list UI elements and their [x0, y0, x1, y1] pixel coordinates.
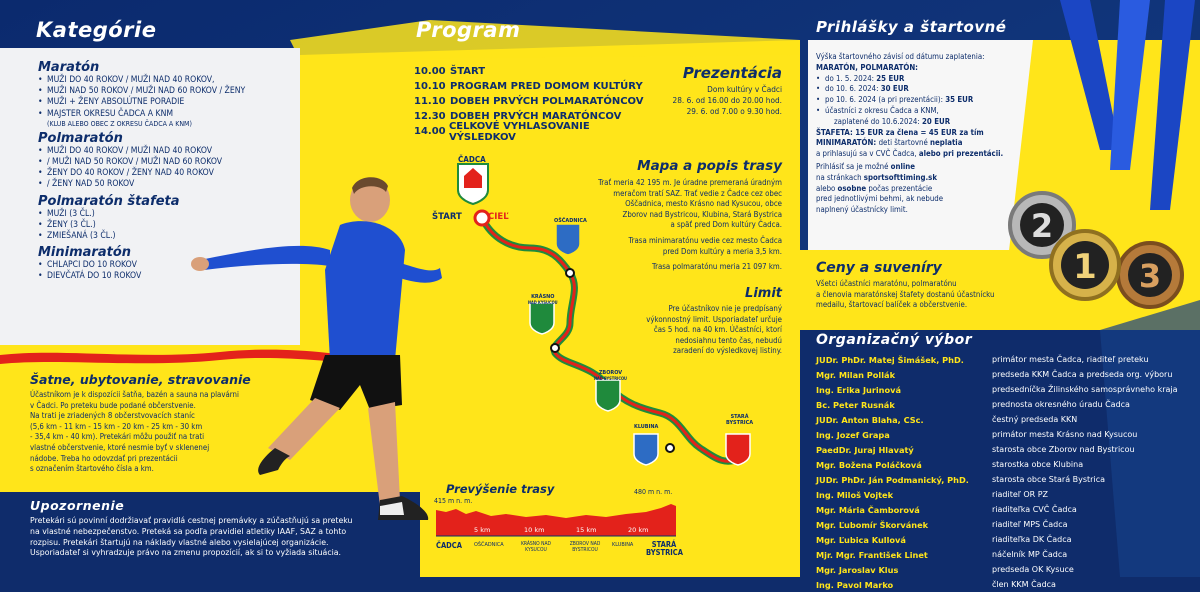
member-name: Ing. Pavol Marko: [816, 579, 894, 590]
committee-row: [816, 412, 1196, 427]
runner-illustration: [190, 170, 450, 550]
price-value: 30 EUR: [880, 84, 909, 94]
member-role: riaditeľ MPS Čadca: [992, 520, 1068, 529]
town-zborov: [594, 370, 627, 382]
text-line: výkonnostný limit. Usporiadateľ určuje: [646, 314, 782, 324]
member-role: riaditeľka DK Čadca: [992, 535, 1072, 544]
member-role: riaditeľka CVČ Čadca: [992, 505, 1077, 514]
committee-row: [816, 502, 1196, 517]
program-label: PROGRAM PRED DOMOM KULTÚRY: [450, 81, 643, 92]
place-label: ČADCA: [436, 541, 462, 550]
town-klubina: KLUBINA: [634, 424, 659, 430]
price-item: [816, 84, 1031, 95]
text-line: na vlastné nebezpečenstvo. Preteká sa podľa pravidiel atletiky IAAF, SAZ a tohto: [30, 526, 347, 536]
vybor-title: Organizačný výbor: [816, 332, 973, 348]
price-value: 35 EUR: [945, 95, 974, 105]
town-sub: BYSTRICA: [726, 420, 754, 426]
program-time: 12.30: [414, 111, 446, 122]
committee-row: [816, 352, 1196, 367]
list-item: • MUŽI (3 ČL.): [38, 209, 298, 220]
committee-row: [816, 532, 1196, 547]
online-line-2: [816, 173, 1031, 184]
limit-text: [610, 304, 782, 357]
text-line: vlastné občerstvenie, ktoré nesmie byť v sklenenej: [30, 442, 210, 452]
website-link[interactable]: sportsofttiming.sk: [863, 172, 937, 182]
member-role: starosta obce Stará Bystrica: [992, 475, 1105, 484]
text-line: Účastníkom je k dispozícii šatňa, bazén a sauna na plavárni: [30, 390, 239, 399]
text-line: v Čadci. Po preteku bude podané občerstvenie.: [30, 400, 196, 410]
member-name: Mgr. Milan Pollák: [816, 369, 896, 380]
committee-row: [816, 472, 1196, 487]
committee-row: [816, 397, 1196, 412]
minimaraton-heading: Minimaratón: [38, 245, 132, 261]
committee-row: [816, 427, 1196, 442]
program-row: [414, 64, 654, 79]
list-item: • ŽENY (3 ČL.): [38, 220, 298, 231]
online-bold: online: [890, 161, 916, 171]
committee-row: [816, 487, 1196, 502]
place-label: KRÁSNO NAD KYSUCOU: [520, 541, 552, 553]
prevysenie-title: Prevýšenie trasy: [446, 482, 555, 496]
elevation-places: [436, 541, 686, 561]
medal-bronze-icon: [1118, 243, 1182, 307]
text-line: 28. 6. od 16.00 do 20.00 hod.: [672, 95, 782, 105]
text-line: Pretekári sú povinní dodržiavať pravidlá cestnej premávky a zúčastňujú sa preteku: [30, 516, 353, 525]
committee-row: [816, 382, 1196, 397]
town-name: ZBOROV: [598, 370, 623, 376]
prezentacia-title: Prezentácia: [682, 64, 782, 82]
okres-text: zaplatené do 10.6.2024:: [834, 116, 922, 126]
place-label: KLUBINA: [612, 542, 634, 548]
online-text: alebo: [816, 183, 838, 193]
place-label: OŠČADNICA: [474, 542, 504, 548]
member-name: Mgr. Jaroslav Klus: [816, 564, 899, 575]
price-item: [816, 95, 1031, 106]
committee-row: [816, 442, 1196, 457]
program-label: DOBEH PRVÝCH POLMARATÓNCOV: [450, 96, 644, 107]
member-name: Mgr. Mária Čamborová: [816, 504, 920, 515]
medal-number: 3: [1138, 257, 1162, 295]
town-sub: NAD BYSTRICOU: [594, 376, 627, 381]
member-role: riaditeľ OR PZ: [992, 490, 1049, 499]
price-list: [816, 74, 1031, 117]
text-line: Dom kultúry v Čadci: [707, 84, 782, 94]
prezentacia-section: [640, 64, 782, 117]
committee-row: [816, 367, 1196, 382]
okres-price: 20 EUR: [922, 116, 951, 126]
text-line: nedosiahnu tento čas, nebudú: [675, 335, 782, 345]
list-item: • MUŽI + ŽENY ABSOLÚTNE PORADIE: [38, 97, 298, 108]
vybor-list: [816, 352, 1196, 592]
start-label: ŠTART: [432, 212, 462, 222]
prihlasky-maraton-head: MARATÓN, POLMARATÓN:: [816, 62, 918, 72]
mapa-p3: Trasa polmaratónu meria 21 097 km.: [651, 262, 782, 272]
place-label: STARÁ BYSTRICA: [646, 540, 683, 557]
zborov-crest-icon: [596, 380, 620, 411]
text-line: rozpisu. Pretekári štartujú na náklady vlastné alebo vysielajúcej organizácie.: [30, 537, 329, 547]
text-line: Trať meria 42 195 m. Je úradne premeraná úradným: [598, 178, 782, 187]
text-line: a členovia maratónskej štafety dostanú účastnícku: [816, 289, 995, 299]
ceny-title: Ceny a suveníry: [816, 260, 942, 276]
stara-bystrica-crest-icon: [726, 434, 750, 465]
ceny-text: [816, 279, 1046, 311]
member-role: primátor mesta Krásno nad Kysucou: [992, 430, 1138, 439]
online-line-5: naplnený účastnícky limit.: [816, 205, 908, 215]
text-line: Pre účastníkov nie je predpísaný: [668, 304, 782, 313]
list-item: • MUŽI DO 40 ROKOV / MUŽI NAD 40 ROKOV,: [38, 75, 298, 86]
upozornenie-section: [30, 498, 400, 559]
mini-head: MINIMARATÓN:: [816, 138, 879, 148]
member-name: Mgr. Božena Poláčková: [816, 459, 922, 470]
limit-section: [610, 286, 782, 357]
member-name: JUDr. Anton Blaha, CSc.: [816, 414, 924, 425]
right-altitude: 480 m n. m.: [634, 488, 673, 496]
online-text: na stránkach: [816, 172, 864, 182]
member-name: Ing. Erika Jurinová: [816, 384, 901, 395]
mini-bold: neplatia: [930, 138, 963, 148]
place-label: ZBOROV NAD BYSTRICOU: [569, 541, 601, 553]
list-item: • MAJSTER OKRESU ČADCA A KNM: [38, 109, 298, 120]
stafeta-heading: Polmaratón štafeta: [38, 193, 180, 209]
upozornenie-title: Upozornenie: [30, 498, 125, 513]
text-line: a späť pred Dom kultúry Čadca.: [670, 220, 782, 230]
mini-text: deti štartovné: [878, 138, 931, 148]
text-line: Usporiadateľ si vyhradzuje právo na zmenu propozícií, ak si to vyžiada situácia.: [30, 548, 342, 558]
mapa-title: Mapa a popis trasy: [637, 158, 782, 174]
medal-number: 2: [1030, 207, 1054, 245]
mapa-section: [560, 158, 782, 273]
member-name: Mgr. Ľubomír Škorvánek: [816, 519, 929, 530]
member-role: náčelník MP Čadca: [992, 550, 1068, 559]
prihlasky-section: [816, 52, 1031, 216]
committee-row: [816, 547, 1196, 562]
committee-row: [816, 457, 1196, 472]
text-line: Oščadnica, mesto Krásno nad Kysucou, obce: [625, 199, 782, 209]
list-item-text: / ŽENY NAD 50 ROKOV: [47, 179, 135, 190]
list-item: • DIEVČATÁ DO 10 ROKOV: [38, 271, 298, 282]
online-line-1: [816, 162, 1031, 173]
text-line: meračom tratí SAZ. Trať vedie z Čadce cez obec: [613, 188, 782, 198]
maraton-heading: Maratón: [38, 60, 100, 75]
program-row: [414, 94, 654, 109]
list-item: • ŽENY DO 40 ROKOV / ŽENY NAD 40 ROKOV: [38, 168, 298, 179]
text-line: pred Dom kultúry a meria 3,5 km.: [662, 246, 782, 256]
online-line-4: pred jednotlivými behmi, ak nebude: [816, 194, 944, 204]
online-line-3: [816, 184, 1031, 195]
committee-row: [816, 562, 1196, 577]
member-role: člen KKM Čadca: [992, 580, 1056, 589]
stafeta-text: 15 EUR za člena = 45 EUR za tím: [855, 127, 984, 137]
online-bold: osobne: [837, 183, 867, 193]
price-value: 25 EUR: [876, 73, 905, 83]
program-time: 14.00: [414, 126, 446, 137]
km-mark: 10 km: [524, 526, 545, 534]
limit-title: Limit: [745, 286, 782, 301]
medal-number: 1: [1073, 247, 1097, 287]
price-item: [816, 106, 1031, 117]
maraton-note: (KLUB ALEBO OBEC Z OKRESU ČADCA A KNM): [47, 119, 192, 128]
stafeta-line: [816, 128, 1031, 139]
price-text: do 1. 5. 2024:: [825, 73, 877, 83]
list-item: [38, 157, 298, 168]
maraton-list: [38, 75, 298, 120]
member-name: JUDr. PhDr. Matej Šimášek, PhD.: [816, 354, 964, 365]
member-role: prednosta okresného úradu Čadca: [992, 400, 1130, 409]
member-name: Mjr. Mgr. František Linet: [816, 549, 928, 560]
online-text: počas prezentácie: [866, 183, 933, 193]
text-line: zaradení do výsledkovej listiny.: [673, 346, 782, 356]
mini-line2-text: a prihlasujú sa v CVČ Čadca,: [816, 149, 919, 159]
text-line: čas 5 hod. na 40 km. Účastníci, ktorí: [653, 325, 782, 335]
committee-row: [816, 517, 1196, 532]
ceny-section: [816, 260, 1046, 311]
member-name: Bc. Peter Rusnák: [816, 399, 895, 410]
member-role: starostka obce Klubina: [992, 460, 1084, 469]
satne-title: Šatne, ubytovanie, stravovanie: [30, 372, 251, 387]
program-time: 10.10: [414, 81, 446, 92]
town-stara: [726, 414, 753, 426]
price-item: [816, 74, 1031, 85]
prihlasky-title: Prihlášky a štartovné: [816, 18, 1007, 36]
km-mark: 5 km: [474, 526, 491, 534]
upozornenie-text: [30, 516, 400, 559]
text-line: (5,6 km - 11 km - 15 km - 20 km - 25 km - 30 km: [30, 421, 203, 431]
text-line: 29. 6. od 7.00 o 9.30 hod.: [686, 106, 782, 116]
prezentacia-text: [640, 84, 782, 117]
medal-gold-icon: [1051, 231, 1119, 299]
list-item: • ZMIEŠANÁ (3 ČL.): [38, 231, 298, 242]
mini-line2-bold: alebo pri prezentácii.: [918, 149, 1004, 159]
online-text: Prihlásiť sa je možné: [816, 161, 891, 171]
program-label: CELKOVÉ VYHLASOVANIE VÝSLEDKOV: [448, 120, 590, 143]
price-text: po 10. 6. 2024 (a pri prezentácii):: [825, 95, 946, 105]
krasno-crest-icon: [530, 303, 554, 334]
town-oscadnica: OŠČADNICA: [554, 218, 587, 224]
program-time: 11.10: [414, 96, 446, 107]
klubina-crest-icon: [634, 434, 658, 465]
mini-line: [816, 138, 1031, 149]
price-text: účastníci z okresu Čadca a KNM,: [825, 105, 939, 115]
member-name: Mgr. Ľubica Kullová: [816, 534, 906, 545]
member-role: predsedníčka Žilinského samosprávneho kraja: [992, 385, 1178, 394]
text-line: Všetci účastníci maratónu, polmaratónu: [816, 279, 957, 288]
program-list: [414, 64, 654, 143]
satne-section: [30, 372, 330, 475]
town-sub: NAD KYSUCOU: [528, 300, 558, 305]
satne-text: [30, 390, 330, 475]
polmaraton-heading: Polmaratón: [38, 130, 123, 146]
text-line: nádobe. Treba ho odovzdať pri prezentácii: [30, 453, 178, 463]
text-line: Zborov nad Bystricou, Klubina, Stará Bystrica: [622, 209, 782, 219]
town-name: STARÁ: [730, 414, 749, 420]
left-altitude: 415 m n. m.: [434, 497, 473, 505]
member-name: Ing. Miloš Vojtek: [816, 489, 894, 500]
ciel-label: CIEĽ: [488, 212, 509, 222]
member-role: primátor mesta Čadca, riaditeľ preteku: [992, 355, 1149, 364]
km-mark: 20 km: [628, 526, 649, 534]
mapa-p1: [560, 178, 782, 231]
cadca-crest-icon: [458, 164, 488, 204]
mini-line-2: [816, 149, 1031, 160]
price-text: do 10. 6. 2024:: [825, 84, 881, 94]
town-name: KRÁSNO: [531, 294, 555, 300]
mapa-p2: [560, 236, 782, 257]
committee-row: [816, 577, 1196, 592]
program-row: [414, 79, 654, 94]
km-mark: 15 km: [576, 526, 597, 534]
program-title: Program: [416, 18, 521, 42]
list-item: • MUŽI NAD 50 ROKOV / MUŽI NAD 60 ROKOV / ŽENY: [38, 86, 298, 97]
stafeta-head: ŠTAFETA:: [816, 127, 856, 137]
kategorie-title: Kategórie: [36, 18, 157, 42]
member-role: starosta obce Zborov nad Bystricou: [992, 445, 1135, 454]
member-role: čestný predseda KKN: [992, 415, 1078, 424]
program-label: ŠTART: [450, 66, 486, 77]
text-line: Na trati je zriadených 8 občerstvovacích staníc: [30, 411, 195, 421]
list-item-text: / MUŽI NAD 50 ROKOV / MUŽI NAD 60 ROKOV: [47, 157, 223, 168]
town-krasno: [528, 294, 558, 306]
okres-line: [816, 117, 1031, 128]
text-line: - 35,4 km - 40 km). Pretekári môžu použiť na trati: [30, 432, 205, 442]
member-name: JUDr. PhDr. Ján Podmanický, PhD.: [816, 474, 969, 485]
text-line: s označením štartového čísla a km.: [30, 464, 154, 474]
list-item: • CHLAPCI DO 10 ROKOV: [38, 260, 298, 271]
town-cadca: ČADCA: [458, 155, 486, 164]
text-line: Trasa minimaratónu vedie cez mesto Čadca: [628, 235, 782, 245]
list-item: • MUŽI DO 40 ROKOV / MUŽI NAD 40 ROKOV: [38, 146, 298, 157]
prihlasky-intro: Výška štartovného závisí od dátumu zaplatenia:: [816, 52, 985, 61]
text-line: medailu, štartovací balíček a občerstvenie.: [816, 300, 968, 310]
member-role: predseda OK Kysuce: [992, 565, 1074, 574]
program-label: DOBEH PRVÝCH MARATÓNCOV: [450, 111, 622, 122]
member-role: predseda KKM Čadca a predseda org. výboru: [992, 370, 1173, 379]
program-time: 10.00: [414, 66, 446, 77]
member-name: PaedDr. Juraj Hlavatý: [816, 444, 914, 455]
elevation-profile: [436, 500, 680, 540]
program-row: [414, 120, 654, 143]
member-name: Ing. Jozef Grapa: [816, 429, 890, 440]
